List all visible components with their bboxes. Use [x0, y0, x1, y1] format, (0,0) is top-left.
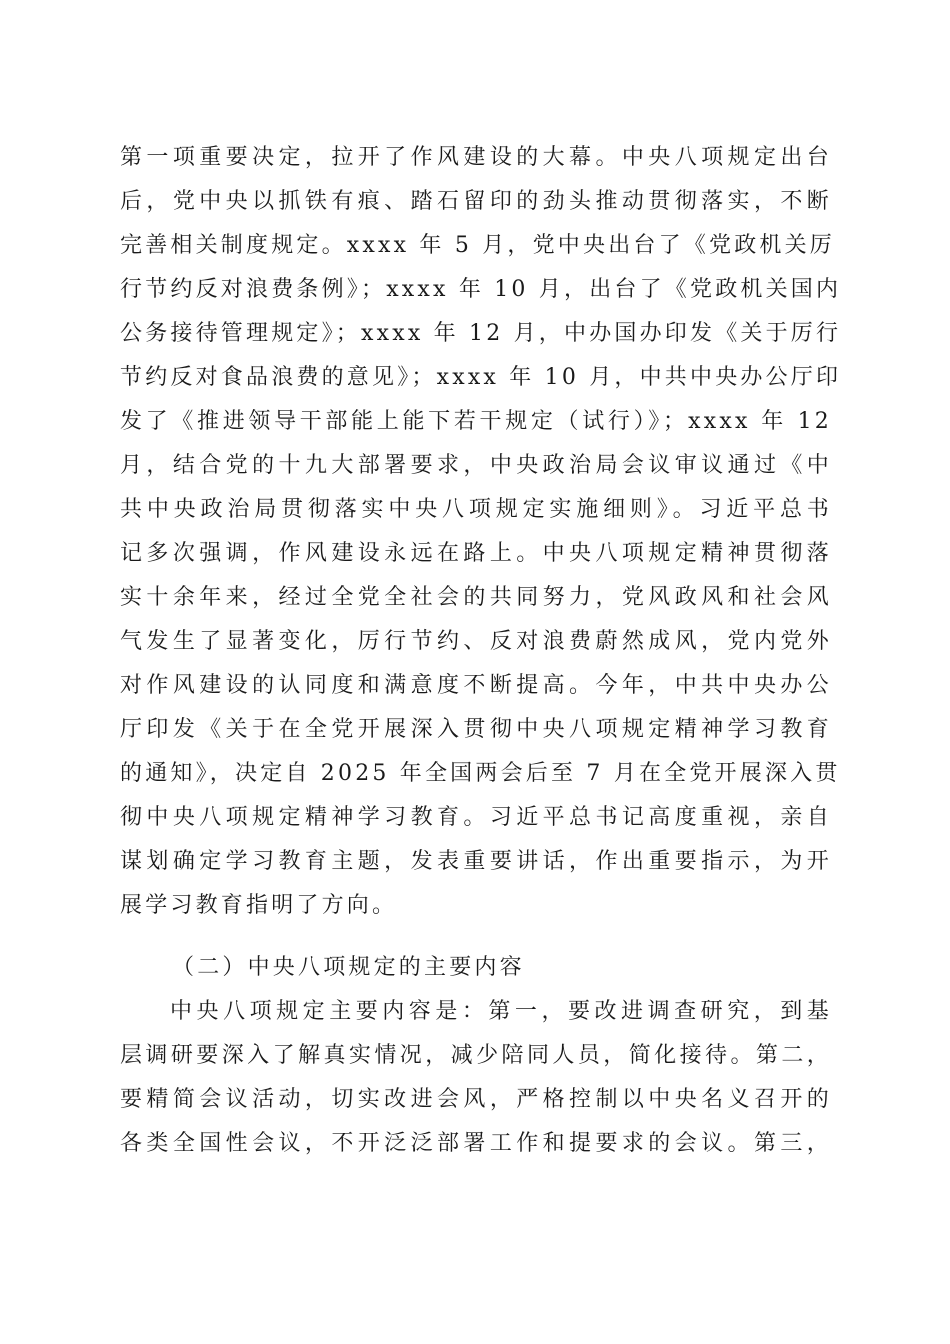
paragraph-1-line: 记多次强调，作风建设永远在路上。中央八项规定精神贯彻落: [120, 541, 832, 566]
paragraph-1-line: 完善相关制度规定。xxxx 年 5 月，党中央出台了《党政机关厉: [120, 233, 836, 258]
paragraph-1-line: 厅印发《关于在全党开展深入贯彻中央八项规定精神学习教育: [120, 717, 832, 742]
paragraph-2-line: 要精简会议活动，切实改进会风，严格控制以中央名义召开的: [120, 1087, 832, 1112]
paragraph-2-line: 中央八项规定主要内容是：第一，要改进调查研究，到基: [170, 999, 832, 1024]
paragraph-1-line: 月，结合党的十九大部署要求，中央政治局会议审议通过《中: [120, 453, 832, 478]
paragraph-2-line: 层调研要深入了解真实情况，减少陪同人员，简化接待。第二，: [120, 1043, 832, 1068]
paragraph-1-line: 发了《推进领导干部能上能下若干规定（试行）》；xxxx 年 12: [120, 409, 832, 434]
paragraph-1-line: 节约反对食品浪费的意见》；xxxx 年 10 月，中共中央办公厅印: [120, 365, 842, 390]
section-heading: （二）中央八项规定的主要内容: [172, 955, 525, 980]
paragraph-1-line: 共中央政治局贯彻落实中央八项规定实施细则》。习近平总书: [120, 497, 832, 522]
paragraph-2-line: 各类全国性会议，不开泛泛部署工作和提要求的会议。第三，: [120, 1131, 832, 1156]
paragraph-1-line: 彻中央八项规定精神学习教育。习近平总书记高度重视，亲自: [120, 805, 832, 830]
paragraph-1-line: 对作风建设的认同度和满意度不断提高。今年，中共中央办公: [120, 673, 832, 698]
paragraph-1-line: 展学习教育指明了方向。: [120, 893, 398, 918]
paragraph-1-line: 后，党中央以抓铁有痕、踏石留印的劲头推动贯彻落实，不断: [120, 189, 832, 214]
paragraph-1-line: 的通知》，决定自 2025 年全国两会后至 7 月在全党开展深入贯: [120, 761, 841, 786]
paragraph-1-line: 谋划确定学习教育主题，发表重要讲话，作出重要指示，为开: [120, 849, 832, 874]
paragraph-1-line: 气发生了显著变化，厉行节约、反对浪费蔚然成风，党内党外: [120, 629, 832, 654]
paragraph-1-line: 行节约反对浪费条例》；xxxx 年 10 月，出台了《党政机关国内: [120, 277, 842, 302]
paragraph-1-line: 实十余年来，经过全党全社会的共同努力，党风政风和社会风: [120, 585, 832, 610]
paragraph-1-line: 公务接待管理规定》；xxxx 年 12 月，中办国办印发《关于厉行: [120, 321, 842, 346]
paragraph-1-line: 第一项重要决定，拉开了作风建设的大幕。中央八项规定出台: [120, 145, 832, 170]
